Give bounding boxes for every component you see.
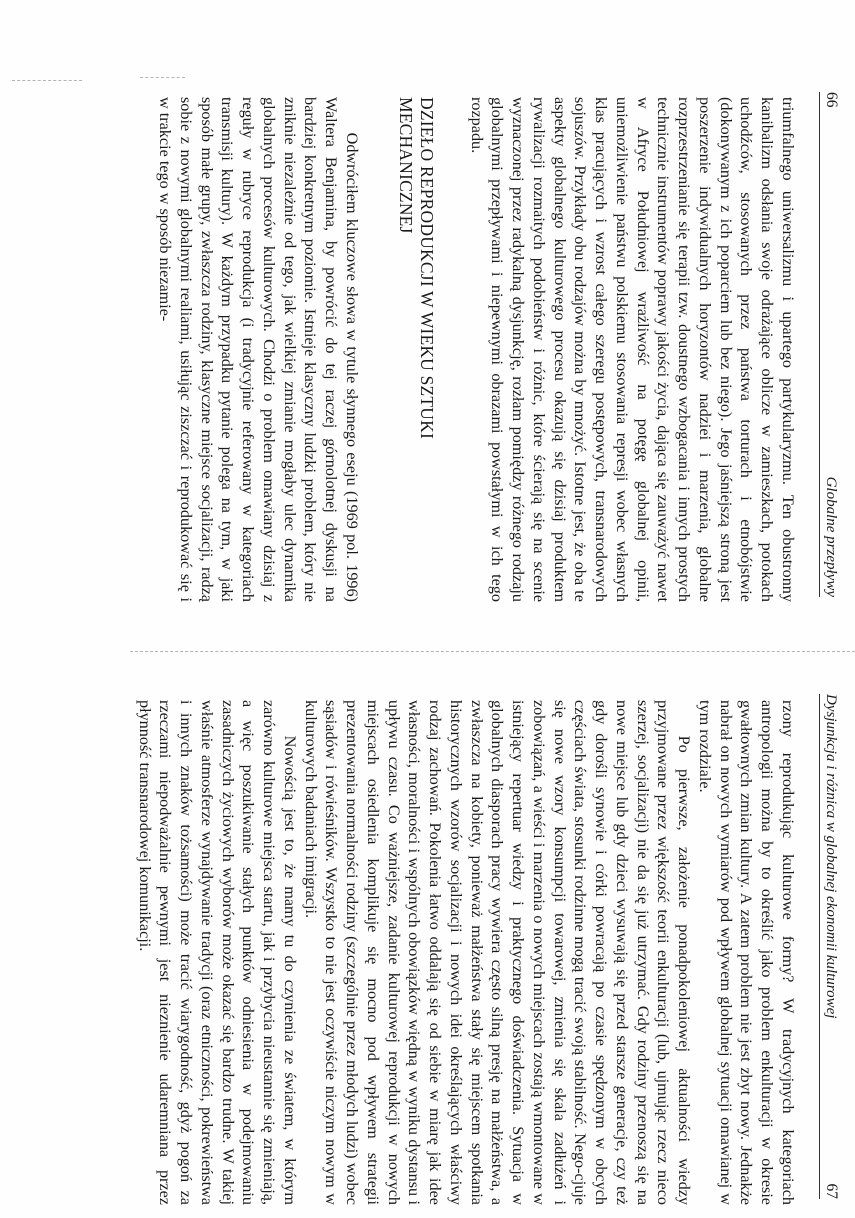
section-heading-line-2: MECHANICZNEJ (396, 97, 417, 234)
right-page-paragraph-2: Po pierwsze, założenie ponadpokoleniowej aktualności wiedzy przyjmowane przez większość teorii enkulturacji (lub, ujmując rzecz nieco szerzej, socjalizacji) nie da się już utrzymać. Gdy rodziny przenoszą się na nowe miejsce lub gdy dzieci wysuwają się przed starsze generacje, czy też gdy dorośli synowie i córki powracają po czasie spędzonym w obcych częściach świata, stosunki rodzinne mogą tracić swoją stabilność. Nego-cjuje się nowe wzory konsumpcji towarowej, zmienia się skala zadłużeń i zobowiązań, a wieści i marzenia o nowych miejscach zostają wmontowane w istniejący repertuar wiedzy i praktycznego doświadczenia. Sytuacja w globalnych diasporach pracy wywiera często silną presję na małżeństwa, a zwłaszcza na kobiety, ponieważ małżeństwa stały się miejscem spotkania historycznych wzorów socjalizacji i nowych idei określających właściwy rodzaj zachowań. Pokolenia łatwo oddalają się od siebie w miarę jak idee własności, moralności i wspólnych obowiązków więdną w wyniku dystansu i upływu czasu. Co ważniejsze, zadanie kulturowej reprodukcji w nowych miejscach osiedlenia komplikuje się mocno pod wpływem strategii prezentowania normalności rodziny (szczególnie przez młodych ludzi) wobec sąsiadów i rówieśników. Wszystko to nie jest oczywiście niczym nowym w kulturowych badaniach imigracji. (301, 700, 694, 1205)
left-page-number: 66 (823, 92, 840, 108)
left-page-paragraph-2: Odwróciłem kluczowe słowa w tytule słynnego eseju (1969 pol. 1996) Waltera Benjamina, by powrócić do tej raczej górnolotnej dyskusji na bardziej konkretnym poziomie. Istnieje klasyczny ludzki problem, który nie zniknie niezależnie od tego, jak wielkiej zmianie mogłaby ulec dynamika globalnych procesów kulturowych. Chodzi o problem omawiany dzisiaj z reguły w rubryce reprodukcja (i tradycyjnie referowany w kategoriach transmisji kultury). W każdym przypadku pytanie polega na tym, w jaki sposób małe grupy, zwłaszcza rodziny, klasyczne miejsce socjalizacji, radzą sobie z nowymi globalnymi realiami, usiłując ziszczać i reprodukować się i w trakcie tego w sposób niezamie- (156, 97, 361, 602)
left-page-running-head (819, 92, 840, 597)
right-page-paragraph-3: Nowością jest to, że mamy tu do czynienia ze światem, w którym zarówno kulturowe miejsca startu, jak i przybycia nieustannie się zmieniają, a więc poszukiwanie stałych punktów odniesienia w podejmowaniu zasadniczych życiowych wyborów może okazać się bardzo trudne. W takiej właśnie atmosferze wynajdywanie tradycji (oraz etniczności, pokrewieństwa i innych znaków tożsamości) może tracić wiarygodność, gdyż pogoń za rzeczami niepodważalnie pewnymi jest nieznienie udaremniana przez płynność transnarodowej komunikacji. (135, 700, 299, 1205)
right-page-number: 67 (823, 1183, 840, 1199)
left-page-running-title: Globalne przepływy (823, 476, 839, 597)
right-page-running-title: Dysjunkcja i różnica w globalnej ekonomii kulturowej (823, 694, 839, 1019)
right-page-paragraph-1: rzony reprodukując kulturowe formy? W tradycyjnych kategoriach antropologii można by to określić jako problem enkulturacji w okresie gwałtownych zmian kultury. A zatem problem nie jest zbyt nowy. Jednakże nabrał on nowych wymiarów pod wpływem globalnej sytuacji omawianej w tym rozdziale. (696, 700, 797, 1205)
scan-edge-mark-left (12, 80, 82, 81)
section-heading (396, 97, 437, 602)
left-page-text-column (155, 97, 799, 602)
right-page-running-head (819, 694, 840, 1199)
page-divider-rule (130, 651, 855, 652)
scan-edge-mark-left-mid (140, 77, 185, 78)
right-page-text-column (134, 700, 798, 1205)
section-heading-line-1: DZIEŁO REPRODUKCJI W WIEKU SZTUKI (417, 97, 437, 439)
left-page-paragraph-1: triumfalnego uniwersalizmu i upartego partykularyzmu. Ten obustronny kanibalizm odsłania swoje odrażające oblicze w zamieszkach, potokach uchodźców, stosowanych przez państwa torturach i etnobójstwie (dokonywanym z ich poparciem lub bez niego). Jego jaśniejszą stroną jest poszerzenie indywidualnych horyzontów nadziei i marzenia, globalne rozprzestrzenianie się terapii tzw. doustnego wzbogacania i innych prostych technicznie instrumentów poprawy jakości życia, dająca się zauważyć nawet w Afryce Południowej wrażliwość na potęgę globalnej opinii, uniemożliwienie państwu polskiemu stosowania represji wobec własnych klas pracujących i wzrost całego szeregu postępowych, transnarodowych sojuszów. Przykłady obu rodzajów można by mnożyć. Istotne jest, że oba te aspekty globalnego kulturowego procesu okazują się dzisiaj produktem rywalizacji rozmaitych podobieństw i różnic, które ścierają się na scenie wyznaczonej przez radykalną dysjunkcję, rozłam pomiędzy różnego rodzaju globalnymi przepływami i niepewnymi obrazami powstałymi w ich tego rozpadu. (467, 97, 797, 602)
